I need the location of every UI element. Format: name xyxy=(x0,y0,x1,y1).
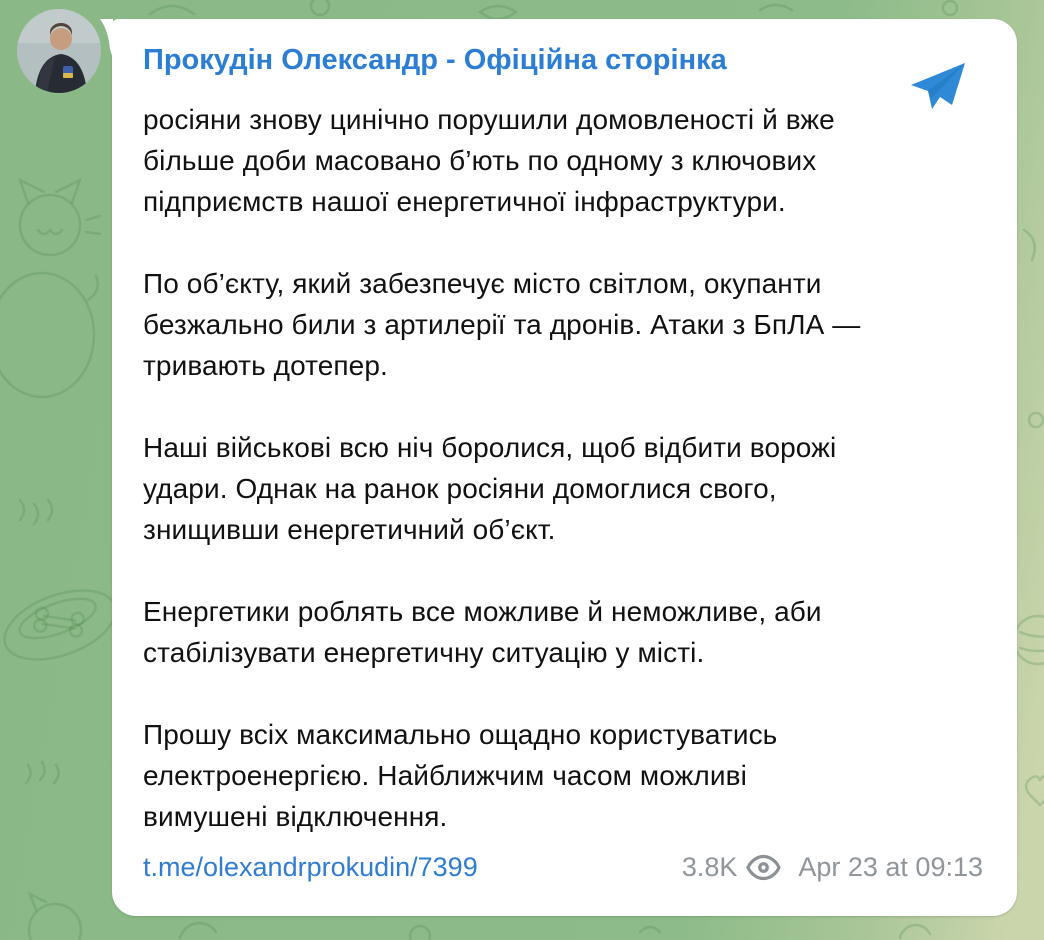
message-paragraph xyxy=(143,427,983,550)
message-line: росіяни знову цинічно порушили домовленості й вже xyxy=(143,104,835,135)
timestamp: Apr 23 at 09:13 xyxy=(798,851,983,882)
avatar[interactable] xyxy=(17,9,101,93)
message-paragraph xyxy=(143,99,983,222)
message-line: безжально били з артилерії та дронів. Атаки з БпЛА — xyxy=(143,309,861,340)
message-line: знищивши енергетичний об’єкт. xyxy=(143,514,556,545)
message-paragraph xyxy=(143,714,983,837)
message-line: вимушені відключення. xyxy=(143,801,448,832)
message-line: тривають дотепер. xyxy=(143,350,388,381)
message-line: підприємств нашої енергетичної інфраструктури. xyxy=(143,186,786,217)
post-link[interactable]: t.me/olexandrprokudin/7399 xyxy=(143,851,478,882)
message-line: Прошу всіх максимально ощадно користуватись xyxy=(143,719,778,750)
post-meta xyxy=(682,852,983,883)
message-line: стабілізувати енергетичну ситуацію у місті. xyxy=(143,637,705,668)
bubble-footer xyxy=(143,847,983,887)
message-line: удари. Однак на ранок росіяни домоглися свого, xyxy=(143,473,777,504)
channel-name[interactable]: Прокудін Олександр - Офіційна сторінка xyxy=(143,44,727,76)
views-eye-icon xyxy=(746,854,781,881)
telegram-plane-icon[interactable] xyxy=(905,57,969,121)
message-line: По об’єкту, який забезпечує місто світлом, окупанти xyxy=(143,268,822,299)
message-line: більше доби масовано б’ють по одному з ключових xyxy=(143,145,817,176)
message-line: Енергетики роблять все можливе й неможливе, аби xyxy=(143,596,822,627)
message-paragraph xyxy=(143,591,983,673)
views-count: 3.8K xyxy=(681,851,738,882)
message-line: Наші військові всю ніч боролися, щоб відбити ворожі xyxy=(143,432,837,463)
bubble-header xyxy=(143,43,983,77)
message-bubble xyxy=(112,19,1017,916)
message-body xyxy=(143,99,983,837)
message-line: електроенергією. Найближчим часом можливі xyxy=(143,760,747,791)
message-paragraph xyxy=(143,263,983,386)
bubble-tail xyxy=(99,19,113,59)
